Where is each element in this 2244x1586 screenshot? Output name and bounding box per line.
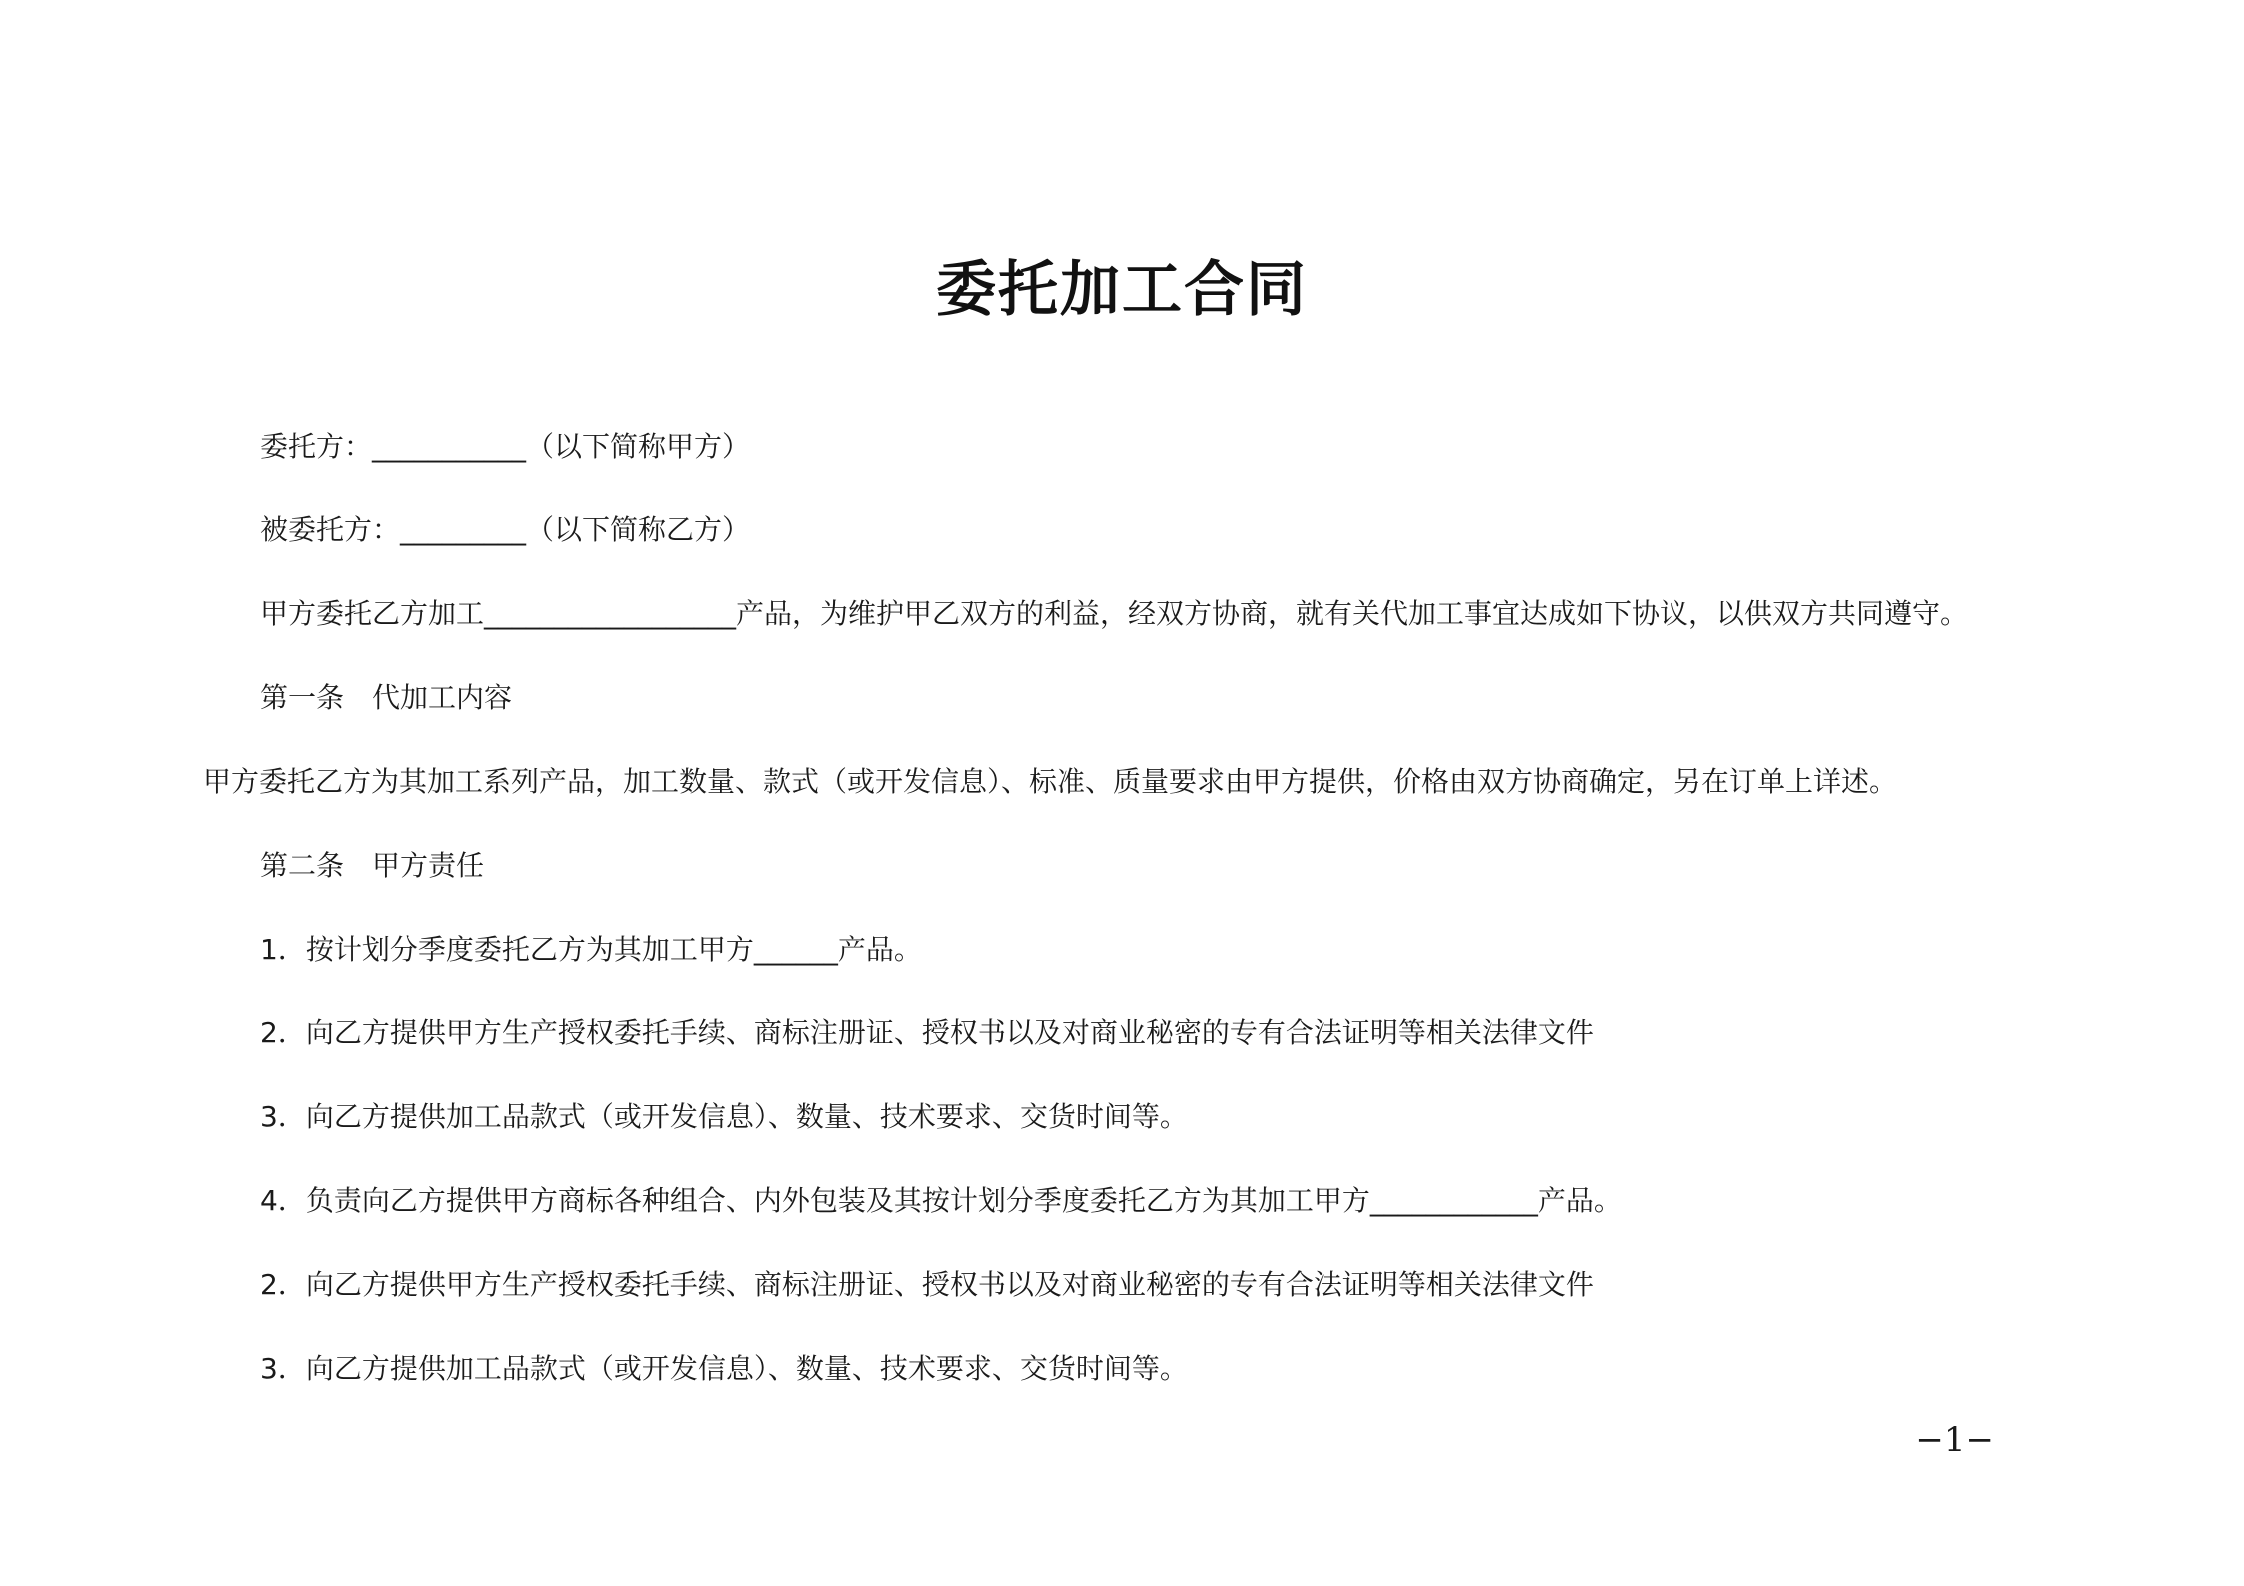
article-2-item-2: 2．向乙方提供甲方生产授权委托手续、商标注册证、授权书以及对商业秘密的专有合法证明等相关法律文件 bbox=[260, 1016, 1594, 1049]
article-2-item-3: 3．向乙方提供加工品款式（或开发信息）、数量、技术要求、交货时间等。 bbox=[260, 1100, 1188, 1133]
article-2-item-2-repeat: 2．向乙方提供甲方生产授权委托手续、商标注册证、授权书以及对商业秘密的专有合法证明等相关法律文件 bbox=[260, 1268, 1594, 1301]
client-party-line: 委托方：___________（以下简称甲方） bbox=[260, 430, 751, 463]
article-2-item-1: 1．按计划分季度委托乙方为其加工甲方______产品。 bbox=[260, 933, 922, 966]
article-1-heading: 第一条 代加工内容 bbox=[260, 681, 513, 714]
page-number: −1− bbox=[1915, 1420, 1994, 1460]
contractor-party-line: 被委托方：_________（以下简称乙方） bbox=[260, 513, 751, 546]
article-2-item-3-repeat: 3．向乙方提供加工品款式（或开发信息）、数量、技术要求、交货时间等。 bbox=[260, 1352, 1188, 1385]
article-2-item-4: 4．负责向乙方提供甲方商标各种组合、内外包装及其按计划分季度委托乙方为其加工甲方____________产品。 bbox=[260, 1184, 1622, 1217]
article-1-paragraph: 甲方委托乙方为其加工系列产品，加工数量、款式（或开发信息）、标准、质量要求由甲方提供，价格由双方协商确定，另在订单上详述。 bbox=[203, 765, 1898, 798]
article-2-heading: 第二条 甲方责任 bbox=[260, 849, 485, 882]
document-title: 委托加工合同 bbox=[936, 255, 1308, 325]
preamble-paragraph: 甲方委托乙方加工__________________产品，为维护甲乙双方的利益，经双方协商，就有关代加工事宜达成如下协议，以供双方共同遵守。 bbox=[260, 597, 1969, 630]
